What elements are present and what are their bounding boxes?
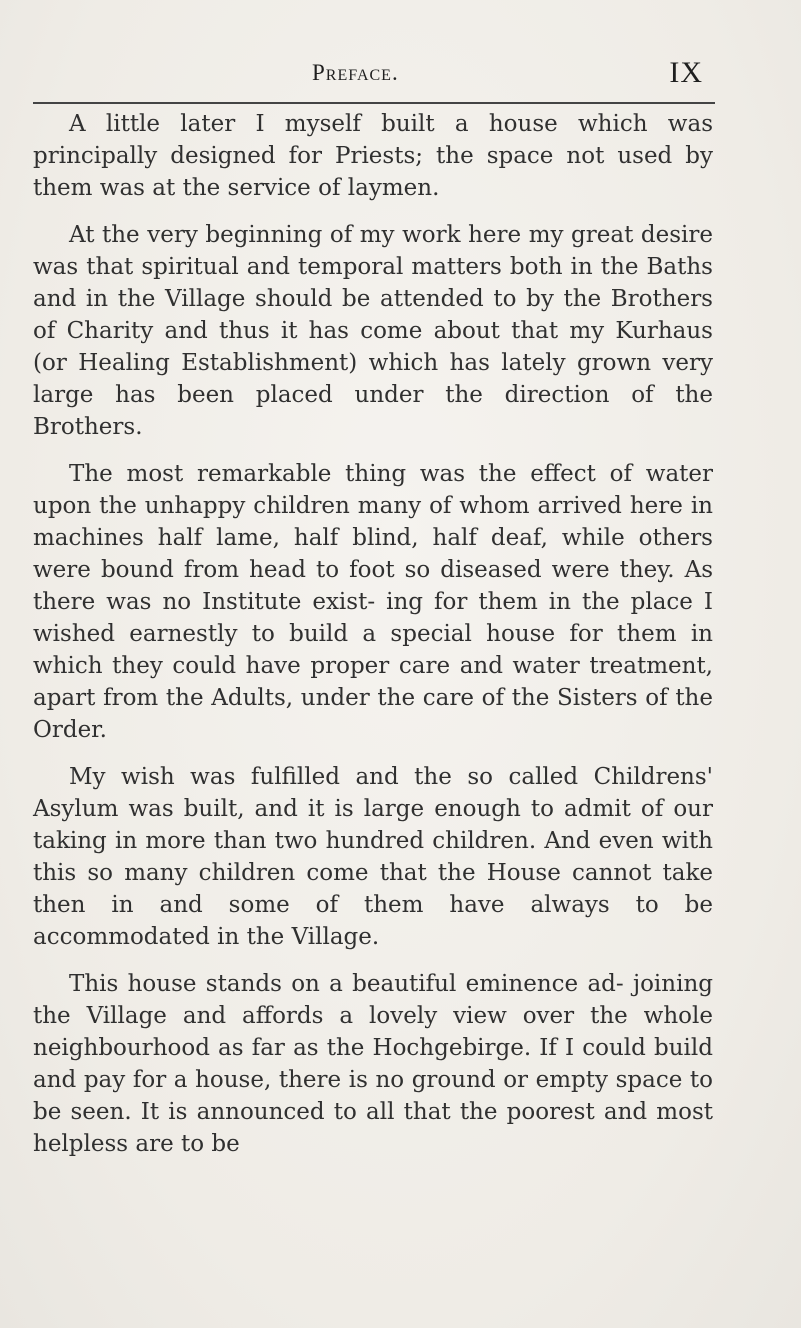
paragraph: At the very beginning of my work here my great desire was that spiritual and temporal matters both in the Baths and in the Village should be attended to by the Brothers of Charity and thus it has come about that my Kurhaus (or Healing Establishment) which has lately grown very large has been placed under the direction of the Brothers. [33, 222, 713, 440]
paragraph: My wish was fulfilled and the so called Childrens' Asylum was built, and it is large enough to admit of our taking in more than two hundred children. And even with this so many children come that the House cannot take then in and some of them have always to be accommodated in the Village. [33, 764, 713, 950]
body-text [33, 108, 713, 1160]
paragraph: This house stands on a beautiful eminence ad- joining the Village and affords a lovely view over the whole neighbourhood as far as the Hochgebirge. If I could build and pay for a house, there is no ground or empty space to be seen. It is announced to all that the poorest and most helpless are to be [33, 971, 713, 1157]
page-header [33, 56, 715, 106]
header-rule [33, 102, 715, 104]
paragraph: A little later I myself built a house which was principally designed for Priests; the space not used by them was at the service of laymen. [33, 111, 713, 201]
page-number: IX [669, 56, 703, 89]
paragraph: The most remarkable thing was the effect of water upon the unhappy children many of whom arrived here in machines half lame, half blind, half deaf, while others were bound from head to foot so diseased were they. As there was no Institute exist- ing for them in the place I wished earnestly to build a special house for them in which they could have proper care and water treatment, apart from the Adults, under the care of the Sisters of the Order. [33, 461, 713, 743]
running-head: Preface. [312, 60, 399, 85]
